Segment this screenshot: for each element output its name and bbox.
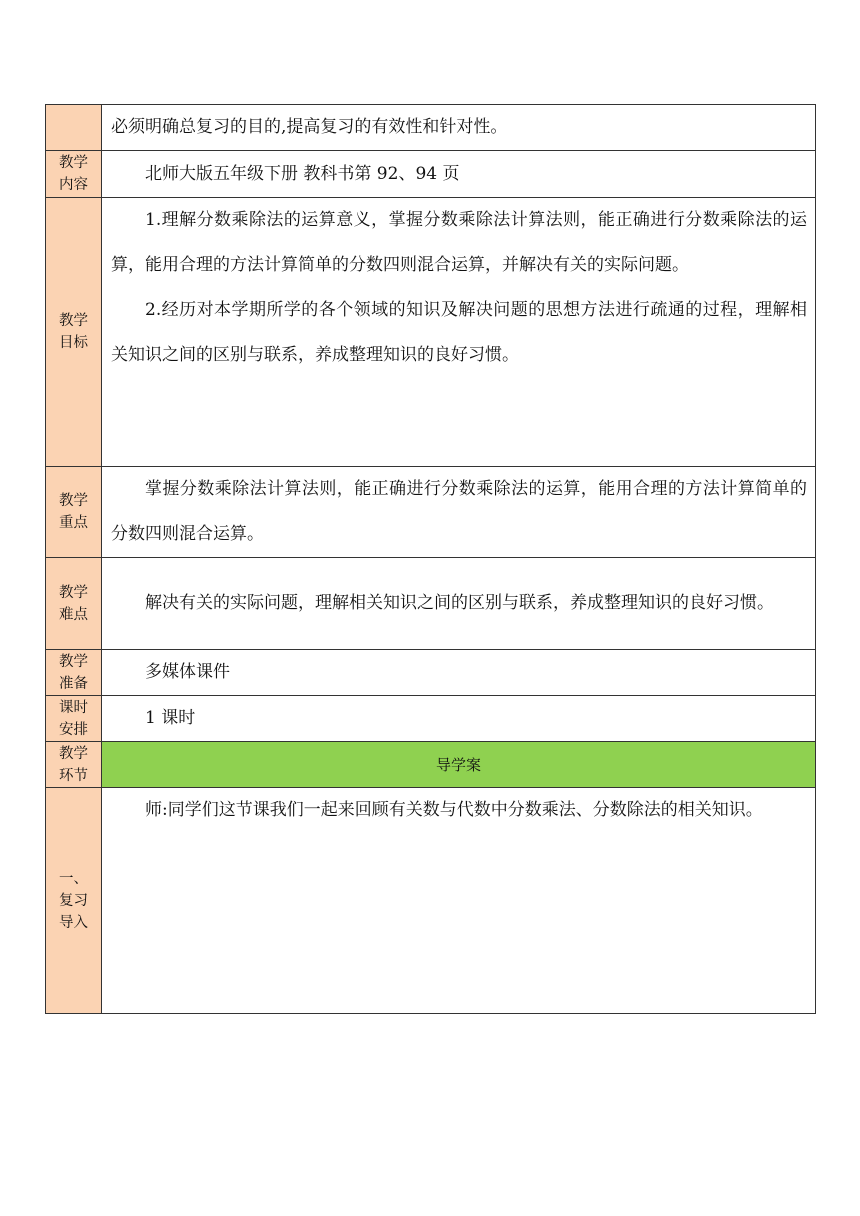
- label-schedule: 课时 安排: [46, 696, 102, 742]
- row-schedule: [46, 696, 816, 742]
- teaching-goals-text: [102, 198, 816, 467]
- row-phase: [46, 742, 816, 788]
- label-empty: [46, 105, 102, 151]
- row-difficulties: [46, 558, 816, 650]
- row-key-points: [46, 467, 816, 558]
- lesson-plan-table: [45, 104, 816, 1014]
- label-key-points: 教学 重点: [46, 467, 102, 558]
- schedule-text: 1 课时: [102, 696, 816, 742]
- review-intro-text: 师:同学们这节课我们一起来回顾有关数与代数中分数乘法、分数除法的相关知识。: [102, 788, 816, 1014]
- preparation-text: 多媒体课件: [102, 650, 816, 696]
- row-teaching-goals: [46, 198, 816, 467]
- label-preparation: 教学 准备: [46, 650, 102, 696]
- row-preparation: [46, 650, 816, 696]
- label-review-intro: 一、 复习 导入: [46, 788, 102, 1014]
- continuation-text: 必须明确总复习的目的,提高复习的有效性和针对性。: [102, 105, 816, 151]
- label-phase: 教学 环节: [46, 742, 102, 788]
- label-teaching-content: 教学 内容: [46, 151, 102, 198]
- row-continuation: [46, 105, 816, 151]
- label-teaching-goals: 教学 目标: [46, 198, 102, 467]
- goal-2: 2.经历对本学期所学的各个领域的知识及解决问题的思想方法进行疏通的过程，理解相关知识之间的区别与联系，养成整理知识的良好习惯。: [111, 300, 807, 365]
- guided-learning-header: 导学案: [102, 742, 816, 788]
- row-teaching-content: [46, 151, 816, 198]
- difficulties-text: 解决有关的实际问题，理解相关知识之间的区别与联系，养成整理知识的良好习惯。: [102, 558, 816, 650]
- goal-1: 1.理解分数乘除法的运算意义，掌握分数乘除法计算法则，能正确进行分数乘除法的运算，能用合理的方法计算简单的分数四则混合运算，并解决有关的实际问题。: [111, 210, 807, 275]
- label-difficulties: 教学 难点: [46, 558, 102, 650]
- teaching-content-text: 北师大版五年级下册 教科书第 92、94 页: [102, 151, 816, 198]
- row-review-intro: [46, 788, 816, 1014]
- key-points-text: 掌握分数乘除法计算法则，能正确进行分数乘除法的运算，能用合理的方法计算简单的分数四则混合运算。: [102, 467, 816, 558]
